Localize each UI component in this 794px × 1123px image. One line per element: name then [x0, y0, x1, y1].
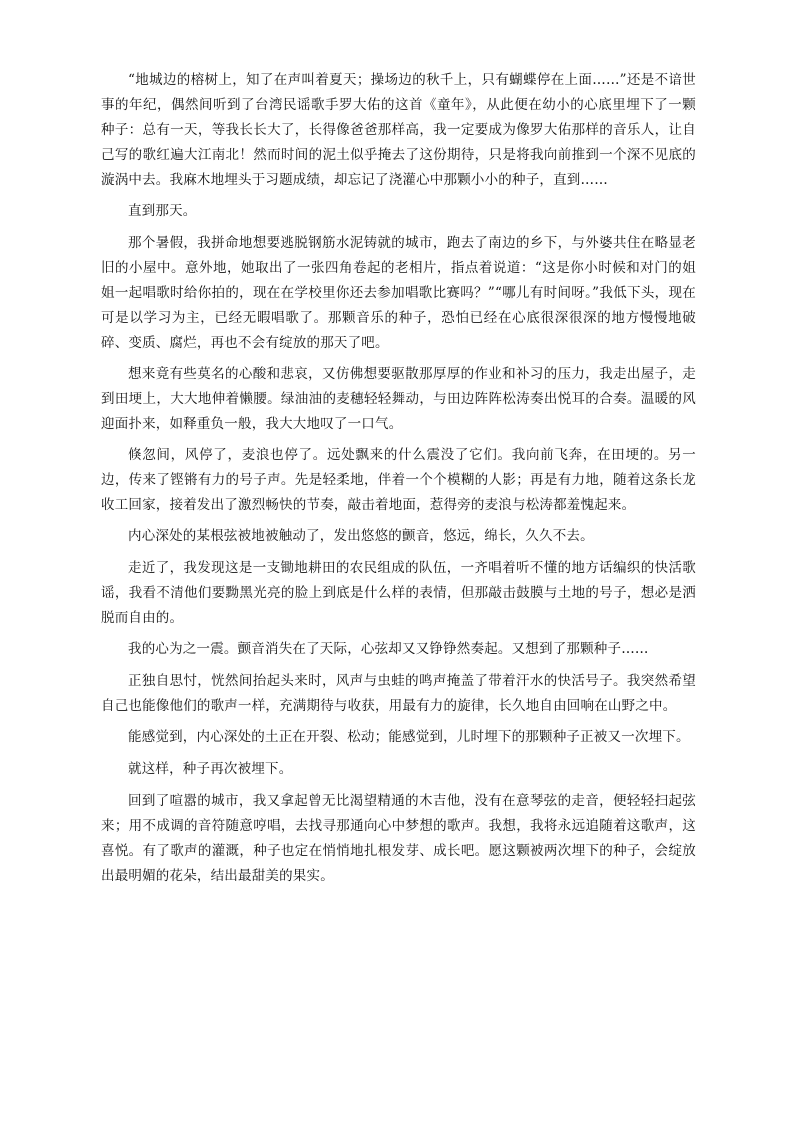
paragraph-3: 那个暑假，我拼命地想要逃脱钢筋水泥铸就的城市，跑去了南边的乡下，与外婆共住在略显老旧的小屋中。意外地，她取出了一张四角卷起的老相片，指点着说道：“这是你小时候和对门的姐姐一起唱歌时给你拍的，现在在学校里你还去参加唱歌比赛吗？”“哪儿有时间呀。”我低下头，现在可是以学习为主，已经无暇唱歌了。那颗音乐的种子，恐怕已经在心底很深很深的地方慢慢地破碎、变质、腐烂，再也不会有绽放的那天了吧。	[101, 235, 696, 351]
paragraph-9: 正独自思忖，恍然间抬起头来时，风声与虫蛙的鸣声掩盖了带着汗水的快活号子。我突然希望自己也能像他们的歌声一样，充满期待与收获，用最有力的旋律，长久地自由回响在山野之中。	[101, 673, 696, 714]
essay-body	[101, 68, 696, 895]
paragraph-8: 我的心为之一震。颤音消失在了天际，心弦却又又铮铮然奏起。又想到了那颗种子……	[128, 641, 649, 657]
paragraph-4: 想来竟有些莫名的心酸和悲哀，又仿佛想要驱散那厚厚的作业和补习的压力，我走出屋子，走到田埂上，大大地伸着懒腰。绿油油的麦穗轻轻舞动，与田边阵阵松涛奏出悦耳的合奏。温暖的风迎面扑来，如释重负一般，我大大地叹了一口气。	[101, 366, 696, 432]
paragraph-7: 走近了，我发现这是一支锄地耕田的农民组成的队伍，一齐唱着听不懂的地方话编织的快活歌谣，我看不清他们要黝黑光亮的脸上到底是什么样的表情，但那敲击鼓膜与土地的号子，想必是洒脱而自由的。	[101, 560, 696, 626]
paragraph-6: 内心深处的某根弦被地被触动了，发出悠悠的颤音，悠远，绵长，久久不去。	[128, 528, 594, 544]
paragraph-1: “地城边的榕树上，知了在声叫着夏天；操场边的秋千上，只有蝴蝶停在上面……”还是不谙世事的年纪，偶然间听到了台湾民谣歌手罗大佑的这首《童年》，从此便在幼小的心底里埋下了一颗种子：总有一天，等我长长大了，长得像爸爸那样高，我一定要成为像罗大佑那样的音乐人，让自己写的歌红遍大江南北！然而时间的泥土似乎掩去了这份期待，只是将我向前推到一个深不见底的漩涡中去。我麻木地埋头于习题成绩，却忘记了浇灌心中那颗小小的种子，直到……	[101, 72, 696, 188]
paragraph-11: 就这样，种子再次被埋下。	[128, 761, 293, 777]
paragraph-2: 直到那天。	[128, 203, 197, 219]
paragraph-5: 倏忽间，风停了，麦浪也停了。远处飘来的什么震没了它们。我向前飞奔，在田埂的。另一边，传来了铿锵有力的号子声。先是轻柔地，伴着一个个模糊的人影；再是有力地，随着这条长龙收工回家，接着发出了激烈畅快的节奏，敲击着地面，惹得旁的麦浪与松涛都羞愧起来。	[101, 447, 696, 513]
paragraph-10: 能感觉到，内心深处的土正在开裂、松动；能感觉到，儿时埋下的那颗种子正被又一次埋下。	[128, 729, 690, 745]
paragraph-12: 回到了喧嚣的城市，我又拿起曾无比渴望精通的木吉他，没有在意琴弦的走音，便轻轻扫起弦来；用不成调的音符随意哼唱，去找寻那通向心中梦想的歌声。我想，我将永远追随着这歌声，这喜悦。有了歌声的灌溉，种子也定在悄悄地扎根发芽、成长吧。愿这颗被两次埋下的种子，会绽放出最明媚的花朵，结出最甜美的果实。	[101, 793, 696, 884]
